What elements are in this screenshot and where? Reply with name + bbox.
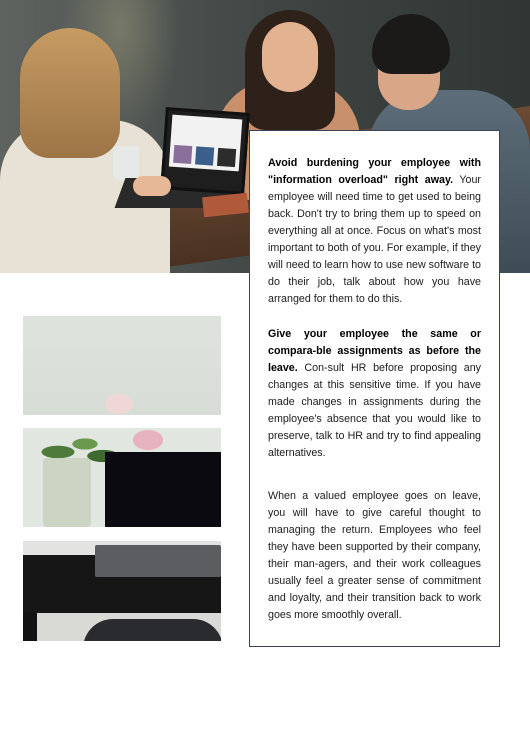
laptop-screen [160,107,250,195]
webpage-tile [217,148,236,167]
flower [105,394,133,414]
paragraph-body: Con-sult HR before proposing any changes at this sensitive time. If you have made changes in assignments during the employee's absence that you would like to preserve, talk to HR and try to find appealing alternatives. [268,362,481,459]
chair [83,619,221,641]
paragraph-valued-employee [268,488,481,624]
text-card [249,130,500,647]
person-left-hair [20,28,120,158]
paragraph-heading: Give your employee the same or compara-ble assignments as before the leave. [268,328,481,374]
photo-desk [23,541,221,641]
paragraph-heading: Avoid burdening your employee with "information overload" right away. [268,157,481,186]
keyboard [95,545,221,577]
paragraph-body: Your employee will need time to get used to being back. Don't try to bring them up to speed on everything all at once. Focus on what's most important to both of you. For example, if they will need to learn how to use new software to do their job, talk about how you have arranged for them to do this. [268,174,481,305]
photo-wall-flower [23,316,221,415]
drinking-glass [113,146,139,180]
paragraph-body: When a valued employee goes on leave, you will have to give careful thought to managing the return. Employees who feel they have been supported by their company, their man-agers, and their work colleagues usually feel a greater sense of commitment and loyalty, and their transition back to work goes more smoothly overall. [268,490,481,621]
webpage-tile [195,146,214,165]
pink-flowers [133,430,163,450]
photo-vase-monitor [23,428,221,527]
laptop-webpage [169,115,242,172]
person-right-hair [372,14,450,74]
person-center-face [262,22,318,92]
paragraph-comparable-assignments [268,326,481,462]
webpage-tile [173,145,192,164]
monitor [105,452,221,527]
glass-vase [43,458,91,527]
desk-leg [23,613,37,641]
paragraph-information-overload [268,155,481,308]
hand [133,176,171,196]
